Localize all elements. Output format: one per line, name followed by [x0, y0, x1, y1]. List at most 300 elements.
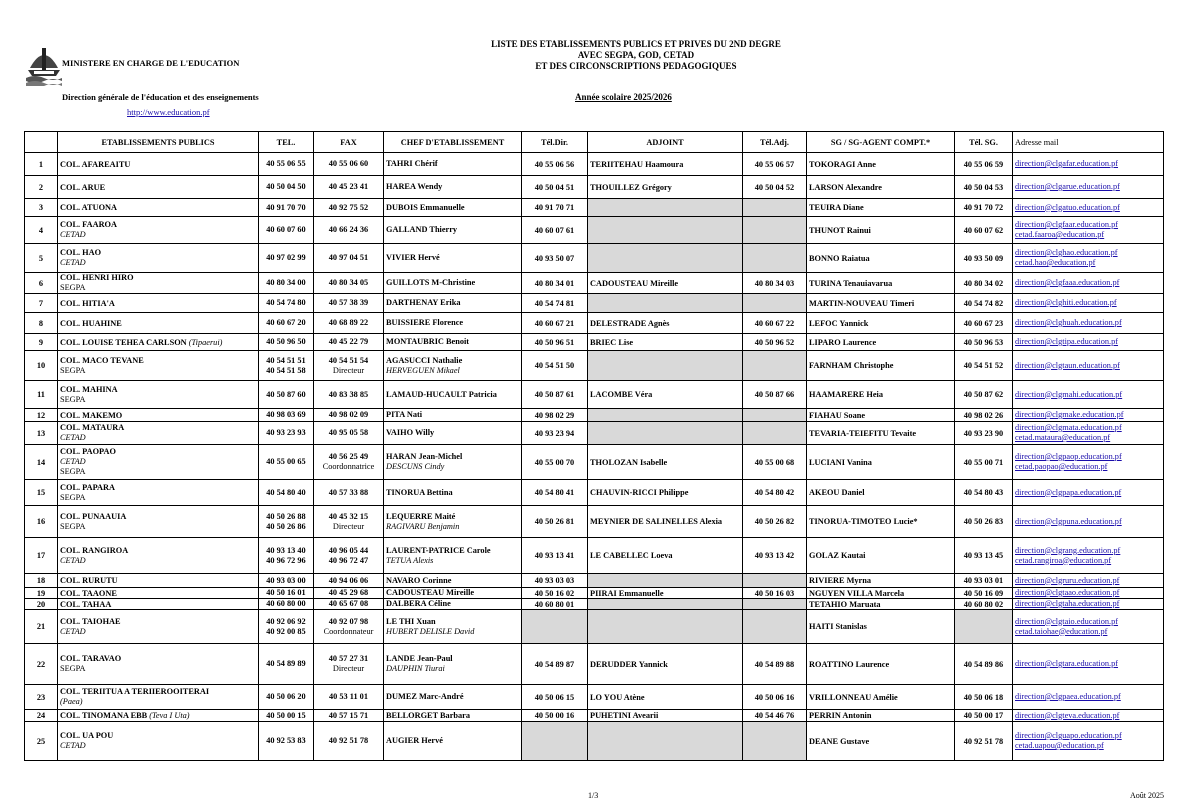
chef-cell — [384, 538, 522, 574]
row-number: 7 — [25, 294, 58, 313]
email-link[interactable]: direction@clghao.education.pf — [1015, 248, 1118, 257]
table-row — [25, 445, 1164, 480]
table-row — [25, 610, 1164, 644]
establishment-section: CETAD — [60, 457, 86, 466]
fax-number: 40 97 04 51 — [328, 253, 369, 262]
tel-sg-cell: 40 91 70 72 — [955, 199, 1013, 217]
sg-cell: RIVIERE Myrna — [807, 574, 955, 588]
mail-cell — [1013, 176, 1164, 199]
establishment-name: COL. TINOMANA EBB — [60, 711, 148, 720]
fax-role-label: Directeur — [332, 365, 365, 375]
row-number: 11 — [25, 381, 58, 409]
fax-cell — [314, 244, 384, 273]
table-row — [25, 313, 1164, 334]
establishment-cell — [58, 480, 259, 506]
tel-dir-cell: 40 93 50 07 — [522, 244, 588, 273]
tel-adj-cell: 40 54 46 76 — [743, 710, 807, 722]
establishment-cell — [58, 506, 259, 538]
fax-cell — [314, 381, 384, 409]
fax-number: 40 65 67 08 — [328, 599, 369, 608]
email-link[interactable]: direction@clgarue.education.pf — [1015, 182, 1120, 191]
row-number: 20 — [25, 599, 58, 610]
fax-number: 40 83 38 85 — [328, 389, 369, 399]
mail-cell — [1013, 445, 1164, 480]
tel-sg-cell: 40 50 16 09 — [955, 588, 1013, 599]
email-link[interactable]: direction@clgpuna.education.pf — [1015, 516, 1122, 526]
mail-cell — [1013, 244, 1164, 273]
tel-adj-cell — [743, 409, 807, 422]
col-header-num — [25, 132, 58, 153]
mail-cell — [1013, 153, 1164, 176]
tel-sg-cell: 40 50 04 53 — [955, 176, 1013, 199]
website-link[interactable]: http://www.education.pf — [127, 107, 210, 117]
tel-number: 40 50 00 15 — [266, 710, 306, 720]
adjoint-cell — [588, 294, 743, 313]
tel-adj-cell — [743, 722, 807, 761]
chef-name: AGASUCCI Nathalie — [386, 355, 463, 365]
mail-cell — [1013, 588, 1164, 599]
sg-cell: FIAHAU Soane — [807, 409, 955, 422]
email-link[interactable]: direction@clgatuo.education.pf — [1015, 202, 1120, 212]
ministry-logo — [26, 46, 62, 86]
table-row — [25, 574, 1164, 588]
tel-cell — [259, 313, 314, 334]
tel-dir-cell: 40 93 13 41 — [522, 538, 588, 574]
fax-cell — [314, 644, 384, 685]
chef-cell — [384, 273, 522, 294]
sg-cell: TOKORAGI Anne — [807, 153, 955, 176]
tel-adj-cell — [743, 294, 807, 313]
tel-adj-cell: 40 60 67 22 — [743, 313, 807, 334]
email-link[interactable]: direction@clguapo.education.pf — [1015, 731, 1122, 740]
tel-adj-cell — [743, 610, 807, 644]
school-year: Année scolaire 2025/2026 — [575, 92, 672, 102]
adjoint-cell — [588, 199, 743, 217]
establishment-section: SEGPA — [60, 664, 86, 673]
tel-number: 40 92 53 83 — [266, 736, 306, 745]
table-row — [25, 153, 1164, 176]
fax-cell — [314, 409, 384, 422]
establishment-name: COL. UA POU — [60, 731, 114, 740]
table-header-row — [25, 132, 1164, 153]
row-number: 2 — [25, 176, 58, 199]
adjoint-cell — [588, 217, 743, 244]
email-link[interactable]: direction@clgpapa.education.pf — [1015, 487, 1122, 497]
tel-dir-cell: 40 50 00 16 — [522, 710, 588, 722]
tel-dir-cell: 40 50 87 61 — [522, 381, 588, 409]
establishment-section: CETAD — [60, 626, 86, 636]
chef-cell — [384, 644, 522, 685]
chef-name: TAHRI Chérif — [386, 159, 438, 168]
tel-number: 40 50 16 01 — [266, 588, 306, 597]
email-link[interactable]: direction@clgpaea.education.pf — [1015, 692, 1121, 701]
deputy-coordinator-name: TETUA Alexis — [386, 555, 434, 565]
tel-cell — [259, 381, 314, 409]
tel-dir-cell: 40 50 06 15 — [522, 685, 588, 710]
col-header-establishment: ETABLISSEMENTS PUBLICS — [58, 132, 259, 153]
tel-cell — [259, 722, 314, 761]
sg-cell: TEUIRA Diane — [807, 199, 955, 217]
row-number: 19 — [25, 588, 58, 599]
sg-cell: LARSON Alexandre — [807, 176, 955, 199]
establishment-section: CETAD — [60, 230, 86, 239]
table-row — [25, 381, 1164, 409]
chef-cell — [384, 588, 522, 599]
establishment-cell — [58, 244, 259, 273]
tel-dir-cell: 40 54 74 81 — [522, 294, 588, 313]
tel-sg-cell: 40 50 96 53 — [955, 334, 1013, 351]
establishment-cell — [58, 381, 259, 409]
sg-cell: HAAMARERE Heia — [807, 381, 955, 409]
establishment-section: SEGPA — [60, 521, 86, 531]
chef-cell — [384, 480, 522, 506]
tel-sg-cell: 40 60 07 62 — [955, 217, 1013, 244]
tel-cell — [259, 273, 314, 294]
chef-name: DUMEZ Marc-André — [386, 692, 464, 701]
establishment-cell — [58, 176, 259, 199]
fax-cell — [314, 722, 384, 761]
email-link[interactable]: direction@clgfaaa.education.pf — [1015, 278, 1120, 287]
establishment-name: COL. MACO TEVANE — [60, 355, 144, 365]
chef-name: HAREA Wendy — [386, 182, 443, 191]
tel-sg-cell: 40 60 67 23 — [955, 313, 1013, 334]
chef-name: LE THI Xuan — [386, 616, 436, 626]
email-link[interactable]: direction@clgtaio.education.pf — [1015, 616, 1119, 626]
email-link[interactable]: direction@clgmake.education.pf — [1015, 410, 1124, 419]
email-link[interactable]: cetad.mataura@education.pf — [1015, 433, 1111, 442]
tel-sg-cell: 40 54 51 52 — [955, 351, 1013, 381]
sg-cell: DEANE Gustave — [807, 722, 955, 761]
fax-role-label: Directeur — [332, 521, 365, 531]
document-title — [400, 39, 872, 72]
establishment-name: COL. TERIITUA A TERIIEROOITERAI — [60, 687, 210, 696]
tel-sg-cell: 40 55 06 59 — [955, 153, 1013, 176]
fax-number: 40 92 75 52 — [328, 202, 369, 212]
establishment-section: CETAD — [60, 433, 86, 442]
deputy-coordinator-name: DESCUNS Cindy — [386, 462, 445, 471]
fax-cell — [314, 480, 384, 506]
tel-sg-cell: 40 60 80 02 — [955, 599, 1013, 610]
chef-cell — [384, 506, 522, 538]
establishment-cell — [58, 422, 259, 445]
email-link[interactable]: direction@clgruru.education.pf — [1015, 575, 1120, 585]
fax-number: 40 80 34 05 — [328, 278, 369, 287]
tel-number: 40 54 51 51 — [266, 355, 306, 365]
mail-cell — [1013, 480, 1164, 506]
chef-name: GALLAND Thierry — [386, 225, 458, 234]
email-link[interactable]: cetad.paopao@education.pf — [1015, 462, 1108, 471]
establishment-section: CETAD — [60, 555, 86, 565]
mail-cell — [1013, 610, 1164, 644]
col-header-tel: TEL. — [259, 132, 314, 153]
email-link[interactable]: cetad.faaroa@education.pf — [1015, 230, 1105, 239]
fax-cell — [314, 351, 384, 381]
row-number: 5 — [25, 244, 58, 273]
tel-dir-cell: 40 54 51 50 — [522, 351, 588, 381]
table-body — [25, 153, 1164, 761]
chef-name: BUISSIERE Florence — [386, 318, 464, 327]
fax-role-label: Coordonnatrice — [322, 462, 375, 471]
fax-cell — [314, 445, 384, 480]
tel-number: 40 55 00 65 — [266, 457, 306, 466]
adjoint-cell: TERIITEHAU Haamoura — [588, 153, 743, 176]
adjoint-cell: LACOMBE Véra — [588, 381, 743, 409]
establishment-name: COL. RURUTU — [60, 576, 118, 585]
fax-number: 40 57 38 39 — [328, 298, 369, 307]
col-header-tel-sg: Tél. SG. — [955, 132, 1013, 153]
chef-cell — [384, 351, 522, 381]
email-link[interactable]: direction@clgteva.education.pf — [1015, 710, 1120, 720]
row-number: 10 — [25, 351, 58, 381]
adjoint-cell: PIIRAI Emmanuelle — [588, 588, 743, 599]
tel-dir-cell: 40 93 23 94 — [522, 422, 588, 445]
mail-cell — [1013, 351, 1164, 381]
fax-number: 40 96 72 47 — [328, 555, 369, 565]
fax-number: 40 45 29 68 — [328, 588, 369, 597]
mail-cell — [1013, 381, 1164, 409]
tel-dir-cell: 40 91 70 71 — [522, 199, 588, 217]
table-row — [25, 599, 1164, 610]
sg-cell: LEFOC Yannick — [807, 313, 955, 334]
mail-cell — [1013, 710, 1164, 722]
tel-dir-cell: 40 54 80 41 — [522, 480, 588, 506]
fax-number: 40 55 06 60 — [328, 159, 369, 168]
email-link[interactable]: direction@clghiti.education.pf — [1015, 298, 1117, 307]
tel-cell — [259, 480, 314, 506]
fax-cell — [314, 610, 384, 644]
establishment-name: COL. HENRI HIRO — [60, 273, 134, 282]
chef-name: PITA Nati — [386, 410, 423, 419]
mail-cell — [1013, 644, 1164, 685]
fax-cell — [314, 588, 384, 599]
tel-adj-cell — [743, 217, 807, 244]
email-link[interactable]: cetad.uapou@education.pf — [1015, 741, 1104, 750]
table-row — [25, 480, 1164, 506]
tel-number: 40 50 26 88 — [266, 511, 306, 521]
tel-adj-cell — [743, 574, 807, 588]
fax-role-label: Coordonnateur — [323, 626, 374, 636]
establishment-section: SEGPA — [60, 492, 86, 502]
fax-number: 40 68 89 22 — [328, 318, 369, 327]
tel-dir-cell: 40 80 34 01 — [522, 273, 588, 294]
tel-number: 40 91 70 70 — [266, 202, 306, 212]
row-number: 25 — [25, 722, 58, 761]
chef-cell — [384, 313, 522, 334]
tel-number: 40 50 87 60 — [266, 389, 306, 399]
table-row — [25, 244, 1164, 273]
chef-cell — [384, 599, 522, 610]
tel-number: 40 54 89 89 — [266, 659, 306, 668]
table-row — [25, 722, 1164, 761]
tel-cell — [259, 409, 314, 422]
establishment-cell — [58, 334, 259, 351]
chef-cell — [384, 334, 522, 351]
fax-role-label: Directeur — [332, 664, 365, 673]
establishment-name: COL. AFAREAITU — [60, 159, 131, 169]
tel-dir-cell — [522, 722, 588, 761]
tel-dir-cell: 40 60 67 21 — [522, 313, 588, 334]
sg-cell: LUCIANI Vanina — [807, 445, 955, 480]
col-header-tel-dir: Tél.Dir. — [522, 132, 588, 153]
chef-name: NAVARO Corinne — [386, 575, 452, 585]
establishment-cell — [58, 574, 259, 588]
fax-cell — [314, 176, 384, 199]
establishment-cell — [58, 273, 259, 294]
tel-number: 40 92 06 92 — [266, 616, 306, 626]
chef-name: DARTHENAY Erika — [386, 298, 461, 307]
fax-number: 40 95 05 58 — [328, 428, 369, 437]
tel-cell — [259, 445, 314, 480]
tel-adj-cell: 40 54 80 42 — [743, 480, 807, 506]
tel-sg-cell: 40 80 34 02 — [955, 273, 1013, 294]
tel-adj-cell: 40 55 00 68 — [743, 445, 807, 480]
email-link[interactable]: direction@clgtaha.education.pf — [1015, 599, 1120, 608]
table-row — [25, 588, 1164, 599]
email-link[interactable]: cetad.rangiroa@education.pf — [1015, 555, 1112, 565]
fax-number: 40 56 25 49 — [328, 452, 369, 461]
email-link[interactable]: cetad.hao@education.pf — [1015, 258, 1096, 267]
email-link[interactable]: direction@clgrang.education.pf — [1015, 545, 1121, 555]
adjoint-cell: MEYNIER DE SALINELLES Alexia — [588, 506, 743, 538]
mail-cell — [1013, 294, 1164, 313]
tel-dir-cell: 40 50 96 51 — [522, 334, 588, 351]
tel-cell — [259, 244, 314, 273]
tel-adj-cell: 40 54 89 88 — [743, 644, 807, 685]
mail-cell — [1013, 574, 1164, 588]
tel-sg-cell: 40 93 23 90 — [955, 422, 1013, 445]
tel-sg-cell: 40 93 03 01 — [955, 574, 1013, 588]
fax-number: 40 53 11 01 — [329, 692, 368, 701]
establishment-cell — [58, 409, 259, 422]
chef-name: LAURENT-PATRICE Carole — [386, 545, 491, 555]
sg-cell: THUNOT Rainui — [807, 217, 955, 244]
sg-cell: TURINA Tenauiavarua — [807, 273, 955, 294]
establishment-cell — [58, 588, 259, 599]
adjoint-cell — [588, 610, 743, 644]
tel-cell — [259, 153, 314, 176]
row-number: 13 — [25, 422, 58, 445]
tel-number: 40 60 07 60 — [266, 225, 306, 234]
adjoint-cell — [588, 574, 743, 588]
ministry-name: MINISTERE EN CHARGE DE L'EDUCATION — [62, 58, 240, 68]
row-number: 16 — [25, 506, 58, 538]
tel-dir-cell: 40 50 26 81 — [522, 506, 588, 538]
chef-cell — [384, 217, 522, 244]
fax-cell — [314, 153, 384, 176]
col-header-fax: FAX — [314, 132, 384, 153]
table-row — [25, 685, 1164, 710]
establishment-section: SEGPA — [60, 467, 86, 476]
row-number: 22 — [25, 644, 58, 685]
establishment-cell — [58, 644, 259, 685]
chef-name: HARAN Jean-Michel — [386, 452, 463, 461]
establishment-name: COL. TARAVAO — [60, 654, 122, 663]
establishment-name: COL. MATAURA — [60, 423, 125, 432]
email-link[interactable]: direction@clgtipa.education.pf — [1015, 337, 1119, 346]
establishment-cell — [58, 351, 259, 381]
email-link[interactable]: direction@clgtaao.education.pf — [1015, 588, 1120, 597]
tel-adj-cell — [743, 599, 807, 610]
adjoint-cell: THOUILLEZ Grégory — [588, 176, 743, 199]
row-number: 8 — [25, 313, 58, 334]
establishment-name: COL. TAIOHAE — [60, 616, 121, 626]
email-link[interactable]: direction@clgtaun.education.pf — [1015, 360, 1120, 370]
tel-dir-cell — [522, 610, 588, 644]
row-number: 18 — [25, 574, 58, 588]
tel-number: 40 54 74 80 — [266, 298, 306, 307]
fax-number: 40 54 51 54 — [328, 355, 369, 365]
row-number: 1 — [25, 153, 58, 176]
adjoint-cell: BRIEC Lise — [588, 334, 743, 351]
tel-cell — [259, 588, 314, 599]
email-link[interactable]: direction@clgtara.education.pf — [1015, 659, 1119, 668]
deputy-coordinator-name: DAUPHIN Tiurai — [386, 664, 445, 673]
sg-cell: AKEOU Daniel — [807, 480, 955, 506]
tel-cell — [259, 610, 314, 644]
tel-sg-cell: 40 50 26 83 — [955, 506, 1013, 538]
tel-sg-cell: 40 50 06 18 — [955, 685, 1013, 710]
email-link[interactable]: direction@clgmata.education.pf — [1015, 423, 1122, 432]
sg-cell: VRILLONNEAU Amélie — [807, 685, 955, 710]
sg-cell: TINORUA-TIMOTEO Lucie* — [807, 506, 955, 538]
sg-cell: GOLAZ Kautai — [807, 538, 955, 574]
fax-cell — [314, 294, 384, 313]
establishment-section: SEGPA — [60, 394, 86, 404]
table-row — [25, 334, 1164, 351]
email-link[interactable]: cetad.taiohae@education.pf — [1015, 626, 1108, 636]
tel-cell — [259, 574, 314, 588]
tel-sg-cell: 40 98 02 26 — [955, 409, 1013, 422]
establishment-locality: (Paea) — [60, 697, 83, 706]
establishment-name: COL. HUAHINE — [60, 318, 122, 328]
email-link[interactable]: direction@clgafar.education.pf — [1015, 159, 1119, 168]
mail-cell — [1013, 217, 1164, 244]
title-line-2: AVEC SEGPA, GOD, CETAD — [577, 50, 695, 60]
tel-sg-cell: 40 93 50 09 — [955, 244, 1013, 273]
establishment-cell — [58, 294, 259, 313]
row-number: 12 — [25, 409, 58, 422]
email-link[interactable]: direction@clgfaar.education.pf — [1015, 220, 1119, 229]
fax-cell — [314, 506, 384, 538]
email-link[interactable]: direction@clgmahi.education.pf — [1015, 389, 1123, 399]
sg-cell: MARTIN-NOUVEAU Timeri — [807, 294, 955, 313]
email-link[interactable]: direction@clghuah.education.pf — [1015, 318, 1122, 327]
establishment-name: COL. FAAROA — [60, 220, 118, 229]
row-number: 9 — [25, 334, 58, 351]
tel-number: 40 98 03 69 — [266, 410, 306, 419]
establishment-name: COL. PUNAAUIA — [60, 511, 127, 521]
establishment-cell — [58, 610, 259, 644]
fax-number: 40 66 24 36 — [328, 225, 369, 234]
chef-cell — [384, 153, 522, 176]
tel-sg-cell: 40 55 00 71 — [955, 445, 1013, 480]
email-link[interactable]: direction@clgpaop.education.pf — [1015, 452, 1122, 461]
table-row — [25, 217, 1164, 244]
establishment-name: COL. MAKEMO — [60, 410, 123, 420]
table-row — [25, 538, 1164, 574]
tel-adj-cell — [743, 351, 807, 381]
tel-number: 40 50 26 86 — [266, 521, 306, 531]
tel-adj-cell: 40 50 26 82 — [743, 506, 807, 538]
tel-number: 40 54 51 58 — [266, 365, 306, 375]
establishment-section: SEGPA — [60, 283, 86, 292]
col-header-mail: Adresse mail — [1013, 132, 1164, 153]
adjoint-cell: THOLOZAN Isabelle — [588, 445, 743, 480]
chef-name: LANDE Jean-Paul — [386, 654, 453, 663]
table-row — [25, 294, 1164, 313]
adjoint-cell: DERUDDER Yannick — [588, 644, 743, 685]
fax-cell — [314, 313, 384, 334]
